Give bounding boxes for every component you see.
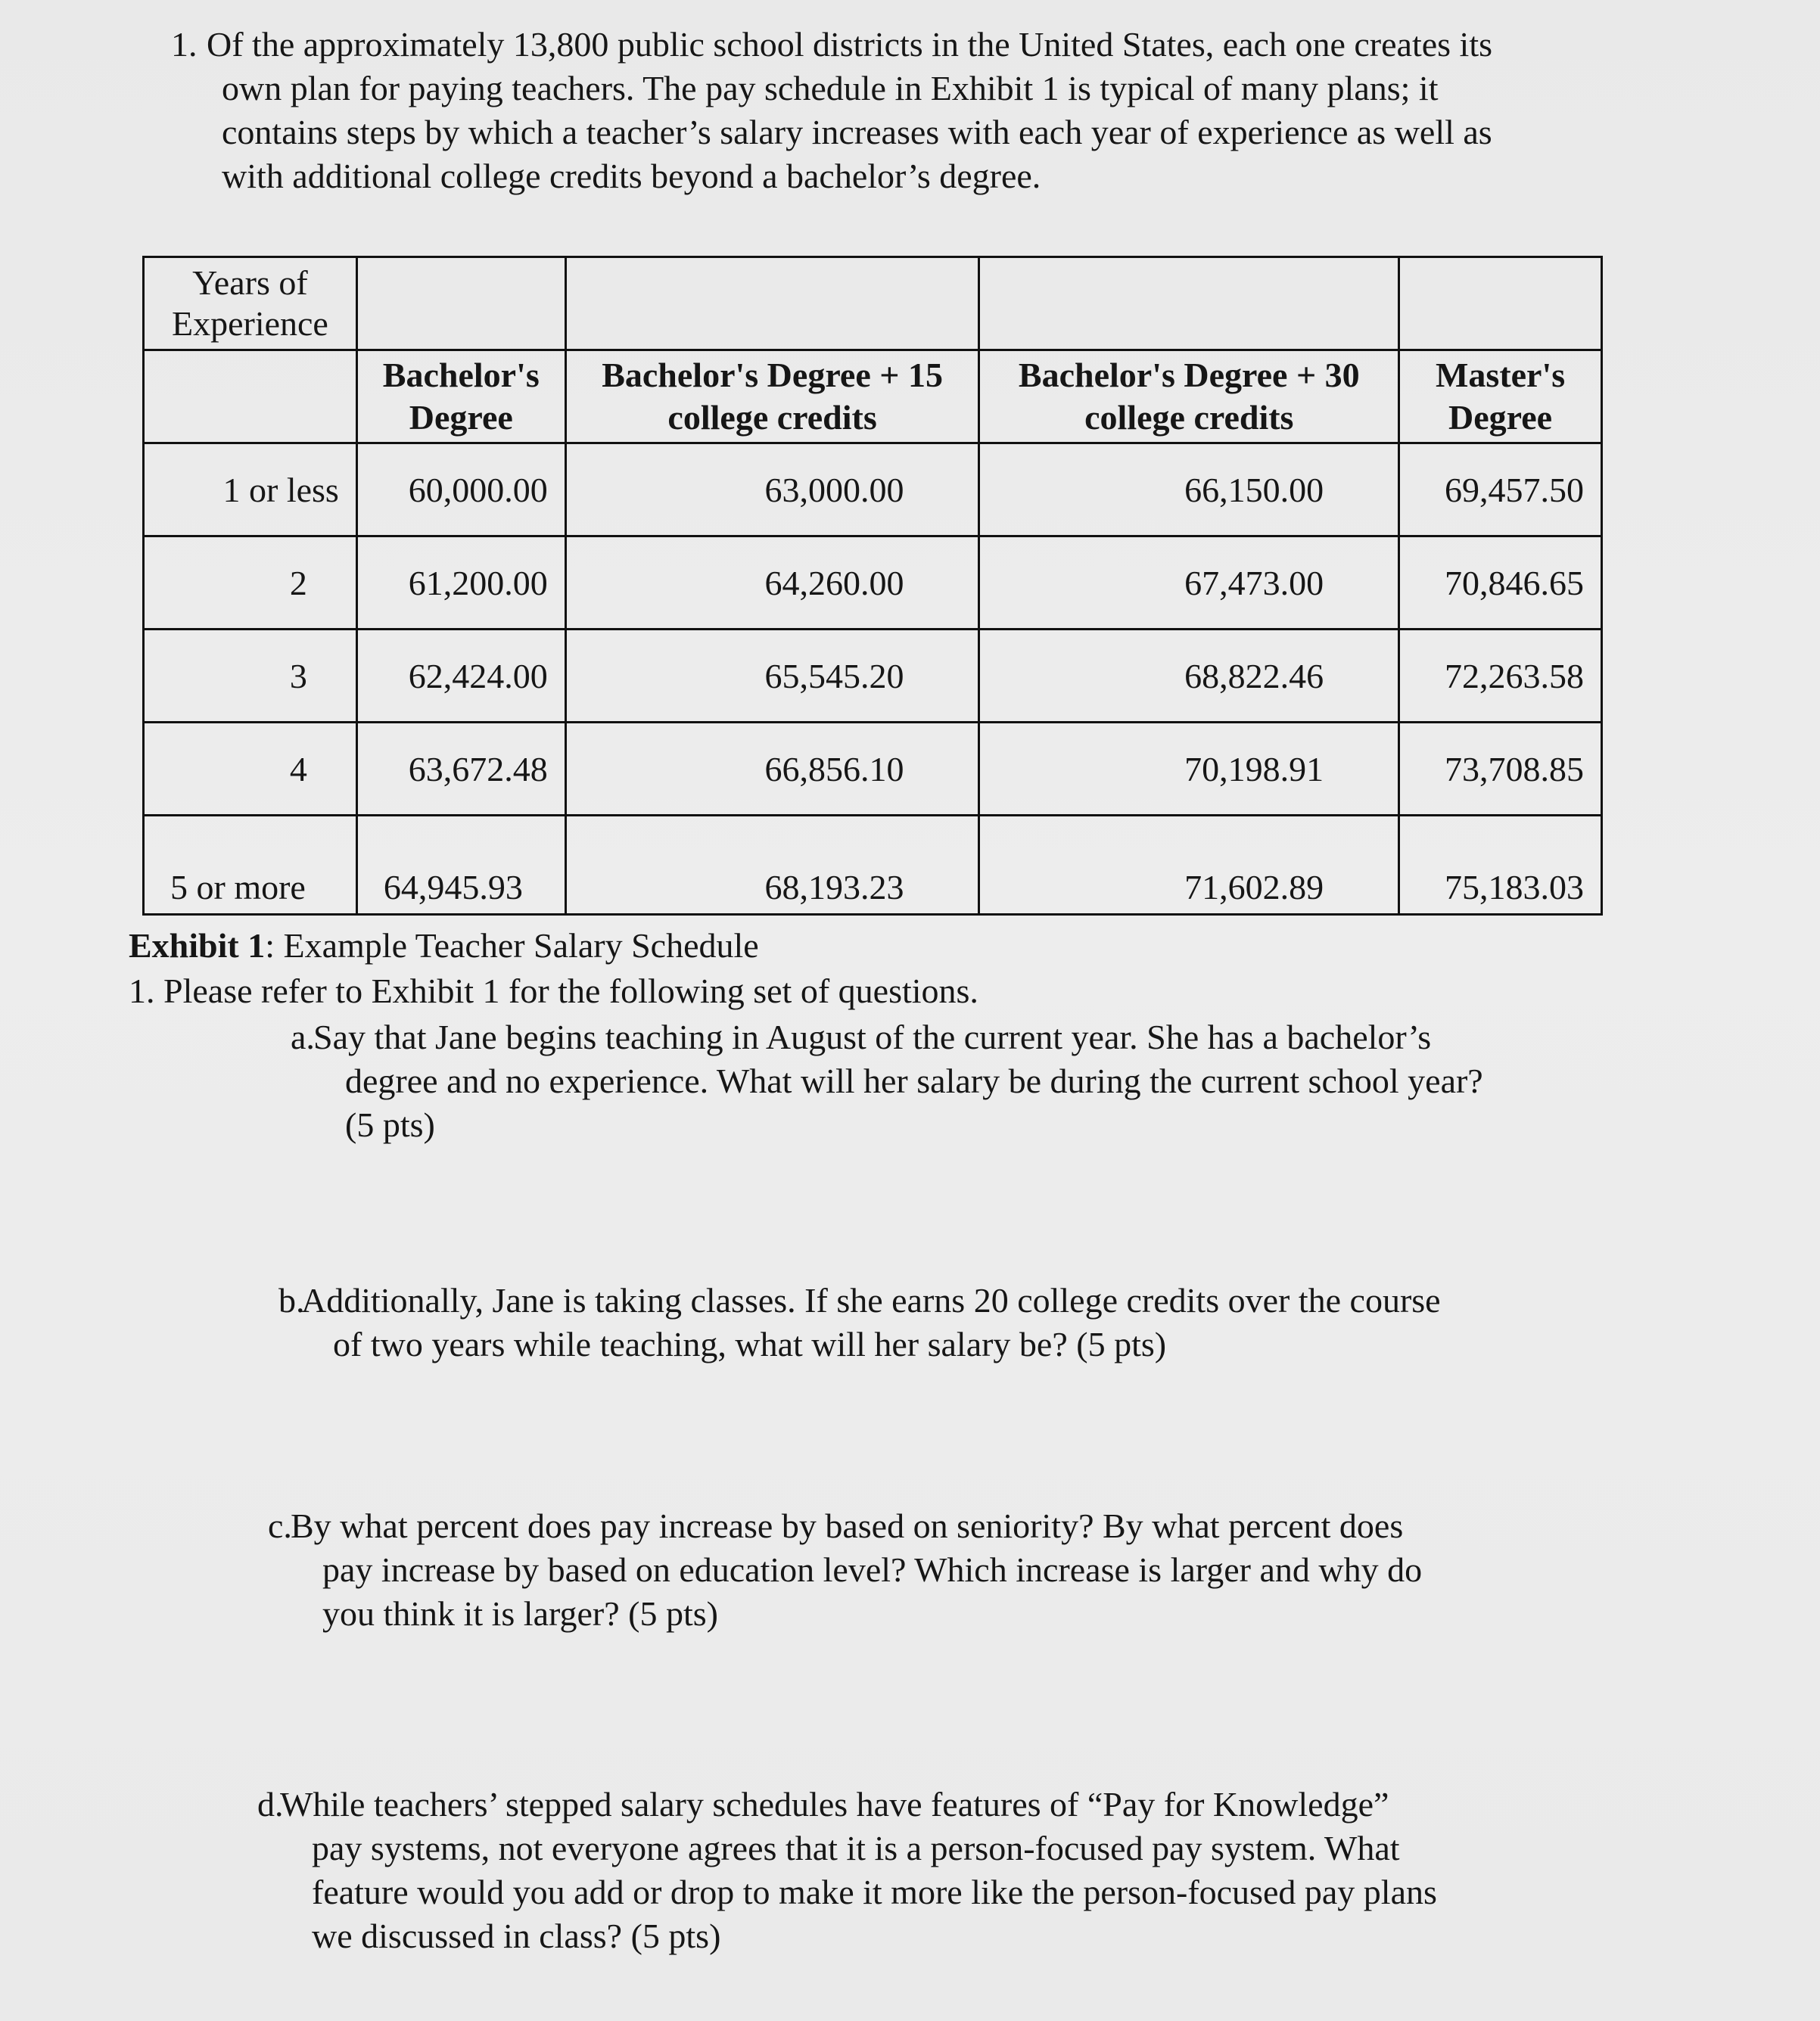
salary-cell: 73,708.85	[1399, 723, 1602, 816]
years-cell: 1 or less	[144, 443, 357, 536]
years-cell: 5 or more	[144, 816, 357, 915]
question-line: degree and no experience. What will her salary be during the current school year?	[345, 1062, 1483, 1100]
question-line: While teachers’ stepped salary schedules have features of “Pay for Knowledge”	[280, 1785, 1389, 1824]
salary-cell: 61,200.00	[356, 536, 565, 630]
question-d	[257, 1783, 1589, 1958]
salary-schedule-table	[142, 256, 1603, 916]
question-line: of two years while teaching, what will her salary be? (5 pts)	[333, 1325, 1167, 1363]
salary-cell: 63,672.48	[356, 723, 565, 816]
column-header-line1: Bachelor's	[382, 356, 540, 394]
header-blank-cell	[979, 257, 1399, 350]
intro-line-4: with additional college credits beyond a bachelor’s degree.	[222, 157, 1041, 195]
column-header-line2: Degree	[409, 398, 513, 437]
intro-number: 1.	[171, 25, 198, 64]
table-row	[144, 630, 1602, 723]
salary-cell: 75,183.03	[1399, 816, 1602, 915]
salary-cell: 70,846.65	[1399, 536, 1602, 630]
column-header-line1: Bachelor's Degree + 15	[602, 356, 943, 394]
caption-text: : Example Teacher Salary Schedule	[265, 926, 759, 965]
salary-cell: 66,856.10	[565, 723, 979, 816]
salary-cell: 63,000.00	[565, 443, 979, 536]
question-label: a.	[291, 1018, 315, 1056]
question-a	[291, 1015, 1592, 1147]
salary-cell: 67,473.00	[979, 536, 1399, 630]
intro-line-3: contains steps by which a teacher’s salary increases with each year of experience as well as	[222, 113, 1492, 151]
table-row	[144, 443, 1602, 536]
salary-cell: 64,945.93	[356, 816, 565, 915]
table-row	[144, 536, 1602, 630]
column-header	[356, 350, 565, 443]
years-cell: 4	[144, 723, 357, 816]
column-header-line1: Bachelor's Degree + 30	[1018, 356, 1360, 394]
question-line: By what percent does pay increase by based on seniority? By what percent does	[291, 1506, 1404, 1545]
corner-header	[144, 257, 357, 350]
intro-line-2: own plan for paying teachers. The pay schedule in Exhibit 1 is typical of many plans; it	[222, 69, 1439, 107]
salary-cell: 62,424.00	[356, 630, 565, 723]
question-line: pay increase by based on education level? Which increase is larger and why do	[322, 1550, 1423, 1589]
question-line: we discussed in class? (5 pts)	[312, 1917, 721, 1955]
salary-cell: 64,260.00	[565, 536, 979, 630]
salary-cell: 65,545.20	[565, 630, 979, 723]
questions-lead: 1. Please refer to Exhibit 1 for the following set of questions.	[129, 972, 978, 1010]
column-header	[979, 350, 1399, 443]
salary-cell: 68,193.23	[565, 816, 979, 915]
header-blank-cell	[565, 257, 979, 350]
question-label: b.	[278, 1281, 305, 1320]
column-header-line1: Master's	[1436, 356, 1566, 394]
years-cell: 2	[144, 536, 357, 630]
corner-label-line1: Years of	[192, 263, 308, 302]
question-line: Say that Jane begins teaching in August of the current year. She has a bachelor’s	[313, 1018, 1432, 1056]
salary-cell: 60,000.00	[356, 443, 565, 536]
salary-cell: 69,457.50	[1399, 443, 1602, 536]
question-line: you think it is larger? (5 pts)	[322, 1594, 718, 1633]
header-blank-cell	[144, 350, 357, 443]
exhibit-caption	[129, 925, 759, 967]
column-header-line2: college credits	[1084, 398, 1294, 437]
caption-bold: Exhibit 1	[129, 926, 266, 965]
question-line: pay systems, not everyone agrees that it is a person-focused pay system. What	[312, 1829, 1400, 1867]
header-blank-cell	[1399, 257, 1602, 350]
intro-line-1: Of the approximately 13,800 public school districts in the United States, each one creates its	[207, 25, 1493, 64]
column-header	[1399, 350, 1602, 443]
table-row	[144, 816, 1602, 915]
salary-cell: 71,602.89	[979, 816, 1399, 915]
salary-cell: 66,150.00	[979, 443, 1399, 536]
header-blank-cell	[356, 257, 565, 350]
column-header	[565, 350, 979, 443]
column-header-line2: Degree	[1448, 398, 1553, 437]
column-header-line2: college credits	[667, 398, 877, 437]
question-line: (5 pts)	[345, 1105, 435, 1144]
years-cell: 3	[144, 630, 357, 723]
question-c	[268, 1504, 1570, 1636]
table-header-row-2	[144, 350, 1602, 443]
question-label: d.	[257, 1785, 284, 1824]
corner-label-line2: Experience	[171, 304, 328, 343]
intro-paragraph	[171, 23, 1594, 198]
question-line: feature would you add or drop to make it more like the person-focused pay plans	[312, 1873, 1437, 1911]
salary-cell: 72,263.58	[1399, 630, 1602, 723]
question-line: Additionally, Jane is taking classes. If she earns 20 college credits over the course	[301, 1281, 1441, 1320]
question-label: c.	[268, 1506, 292, 1545]
salary-cell: 70,198.91	[979, 723, 1399, 816]
table-row	[144, 723, 1602, 816]
table-header-row-1	[144, 257, 1602, 350]
salary-cell: 68,822.46	[979, 630, 1399, 723]
question-b	[278, 1279, 1580, 1367]
